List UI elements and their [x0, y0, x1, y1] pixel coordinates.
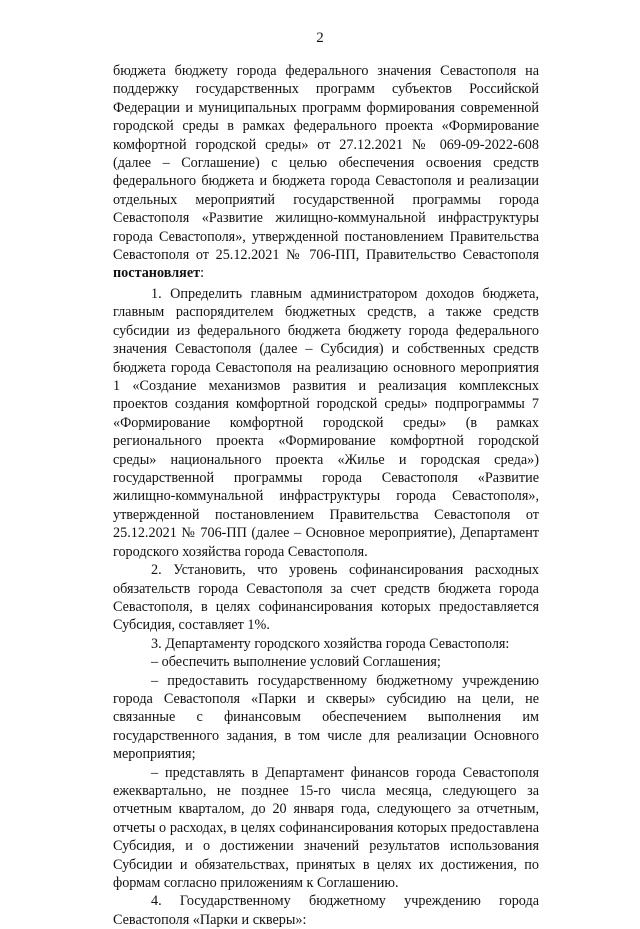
paragraph-1: 1. Определить главным администратором доходов бюджета, главным распорядителем бюджетных средств, а также средств субсидии из федерального бюджета бюджету города федерального значения Севастополя (далее – Субсидия) и собственных средств бюджета города Севастополя на реализацию основного мероприятия 1 «Создание механизмов развития и реализация комплексных проектов создания комфортной городской среды» подпрограммы 7 «Формирование комфортной городской среды» (в рамках регионального проекта «Формирование комфортной городской среды» национального проекта «Жилье и городская среда») государственной программы города Севастополя «Развитие жилищно-коммунальной инфраструктуры города Севастополя», утвержденной постановлением Правительства Севастополя от 25.12.2021 № 706-ПП (далее – Основное мероприятие), Департамент городского хозяйства города Севастополя.: [113, 286, 539, 560]
decree-keyword: постановляет: [113, 265, 201, 282]
decree-body: [113, 285, 539, 929]
paragraph-3: 3. Департаменту городского хозяйства города Севастополя:: [151, 635, 510, 652]
intro-block: [113, 62, 539, 283]
intro-colon: :: [200, 265, 205, 282]
paragraph-2: 2. Установить, что уровень софинансирования расходных обязательств города Севастополя за счет средств бюджета города Севастополя, в целях софинансирования которых предоставляется Субсидия, составляет 1%.: [113, 562, 539, 634]
paragraph-3-item-3: – представлять в Департамент финансов города Севастополя ежеквартально, не позднее 15-го числа месяца, следующего за отчетным кварталом, до 20 января года, следующего за отчетным, отчеты о расходах, в целях софинансирования которых предоставлена Субсидия, и о достижении значений результатов использования Субсидии и обязательствах, принятых в целях их достижения, по формам согласно приложениям к Соглашению.: [113, 764, 539, 891]
paragraph-3-item-1: – обеспечить выполнение условий Соглашения;: [151, 654, 441, 671]
intro-text: бюджета бюджету города федерального значения Севастополя на поддержку государственных программ субъектов Российской Федерации и муниципальных программ формирования современной городской среды в рамках федерального проекта «Формирование комфортной городской среды» от 27.12.2021 № 069-09-2022-608 (далее – Соглашение) с целью обеспечения освоения средств федерального бюджета и бюджета города Севастополя и реализации отдельных мероприятий государственной программы города Севастополя «Развитие жилищно-коммунальной инфраструктуры города Севастополя», утвержденной постановлением Правительства Севастополя от 25.12.2021 № 706-ПП, Правительство Севастополя: [113, 63, 539, 264]
page-number: 2: [316, 30, 324, 46]
paragraph-3-item-2: – предоставить государственному бюджетному учреждению города Севастополя «Парки и скверы» субсидию на цели, не связанные с финансовым обеспечением выполнения им государственного задания, в том числе для реализации Основного мероприятия;: [113, 672, 539, 763]
paragraph-4: 4. Государственному бюджетному учреждению города Севастополя «Парки и скверы»:: [113, 893, 539, 928]
intro-paragraph: [113, 62, 539, 283]
